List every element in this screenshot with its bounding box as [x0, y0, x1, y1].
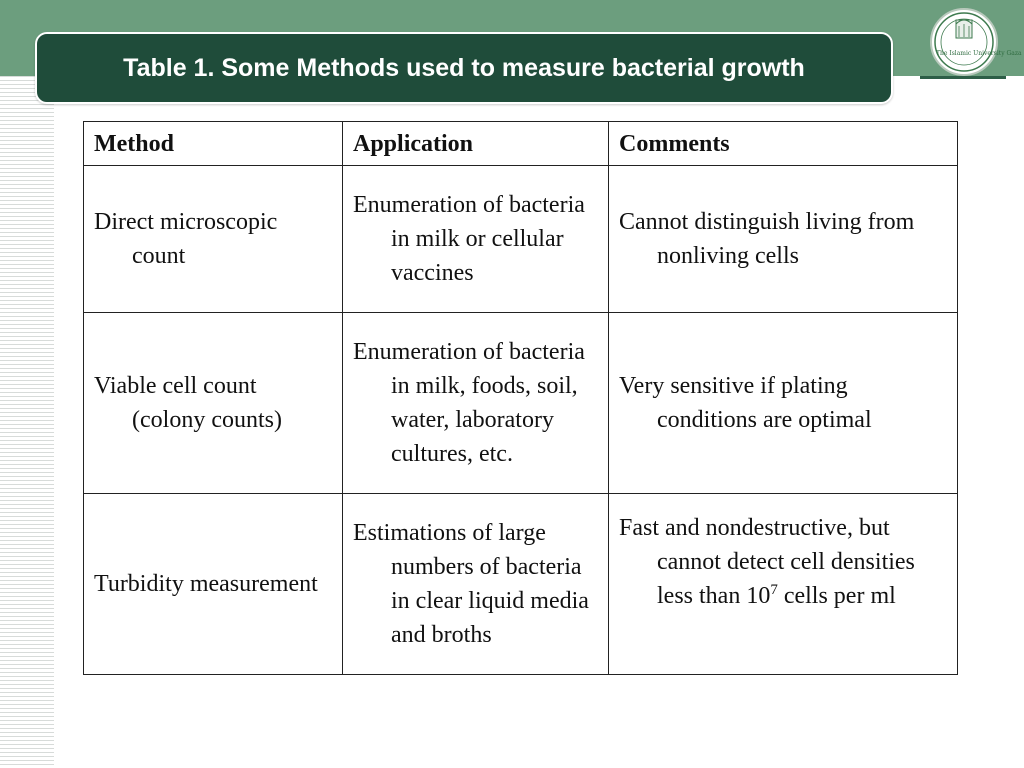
title-banner — [35, 32, 893, 104]
cell-method — [84, 313, 343, 494]
comments-text: Cannot distinguish living from nonliving cells — [619, 209, 915, 269]
comments-main: Fast and nondestructive, but cannot detect cell densities less than 10 — [619, 515, 915, 609]
application-text: Enumeration of bacteria in milk, foods, soil, water, laboratory cultures, etc. — [353, 339, 585, 467]
comments-tail: cells per ml — [777, 583, 896, 609]
method-text: Turbidity measurement — [94, 571, 318, 597]
methods-table — [83, 121, 958, 675]
cell-application — [343, 494, 609, 675]
cell-comments — [609, 166, 958, 313]
cell-method — [84, 166, 343, 313]
table-header-row — [84, 122, 958, 166]
university-seal-icon — [932, 10, 1022, 74]
slide-title: Table 1. Some Methods used to measure bacterial growth — [123, 53, 805, 82]
cell-comments — [609, 494, 958, 675]
method-text: Direct microscopic count — [94, 209, 278, 269]
cell-application — [343, 166, 609, 313]
cell-application — [343, 313, 609, 494]
header-comments: Comments — [609, 122, 958, 166]
university-logo — [930, 8, 1022, 76]
header-application: Application — [343, 122, 609, 166]
table-row — [84, 313, 958, 494]
left-stripe-decoration — [0, 76, 54, 768]
comments-text: Very sensitive if plating conditions are optimal — [619, 373, 872, 433]
table-row — [84, 166, 958, 313]
table-row — [84, 494, 958, 675]
header-method: Method — [84, 122, 343, 166]
logo-caption: The Islamic University Gaza — [936, 50, 1022, 57]
cell-method — [84, 494, 343, 675]
comments-text — [619, 511, 947, 613]
application-text: Estimations of large numbers of bacteria in clear liquid media and broths — [353, 520, 589, 648]
cell-comments — [609, 313, 958, 494]
comments-exponent: 7 — [770, 582, 778, 598]
application-text: Enumeration of bacteria in milk or cellular vaccines — [353, 192, 585, 286]
method-text: Viable cell count (colony counts) — [94, 373, 282, 433]
logo-underline — [920, 76, 1006, 79]
